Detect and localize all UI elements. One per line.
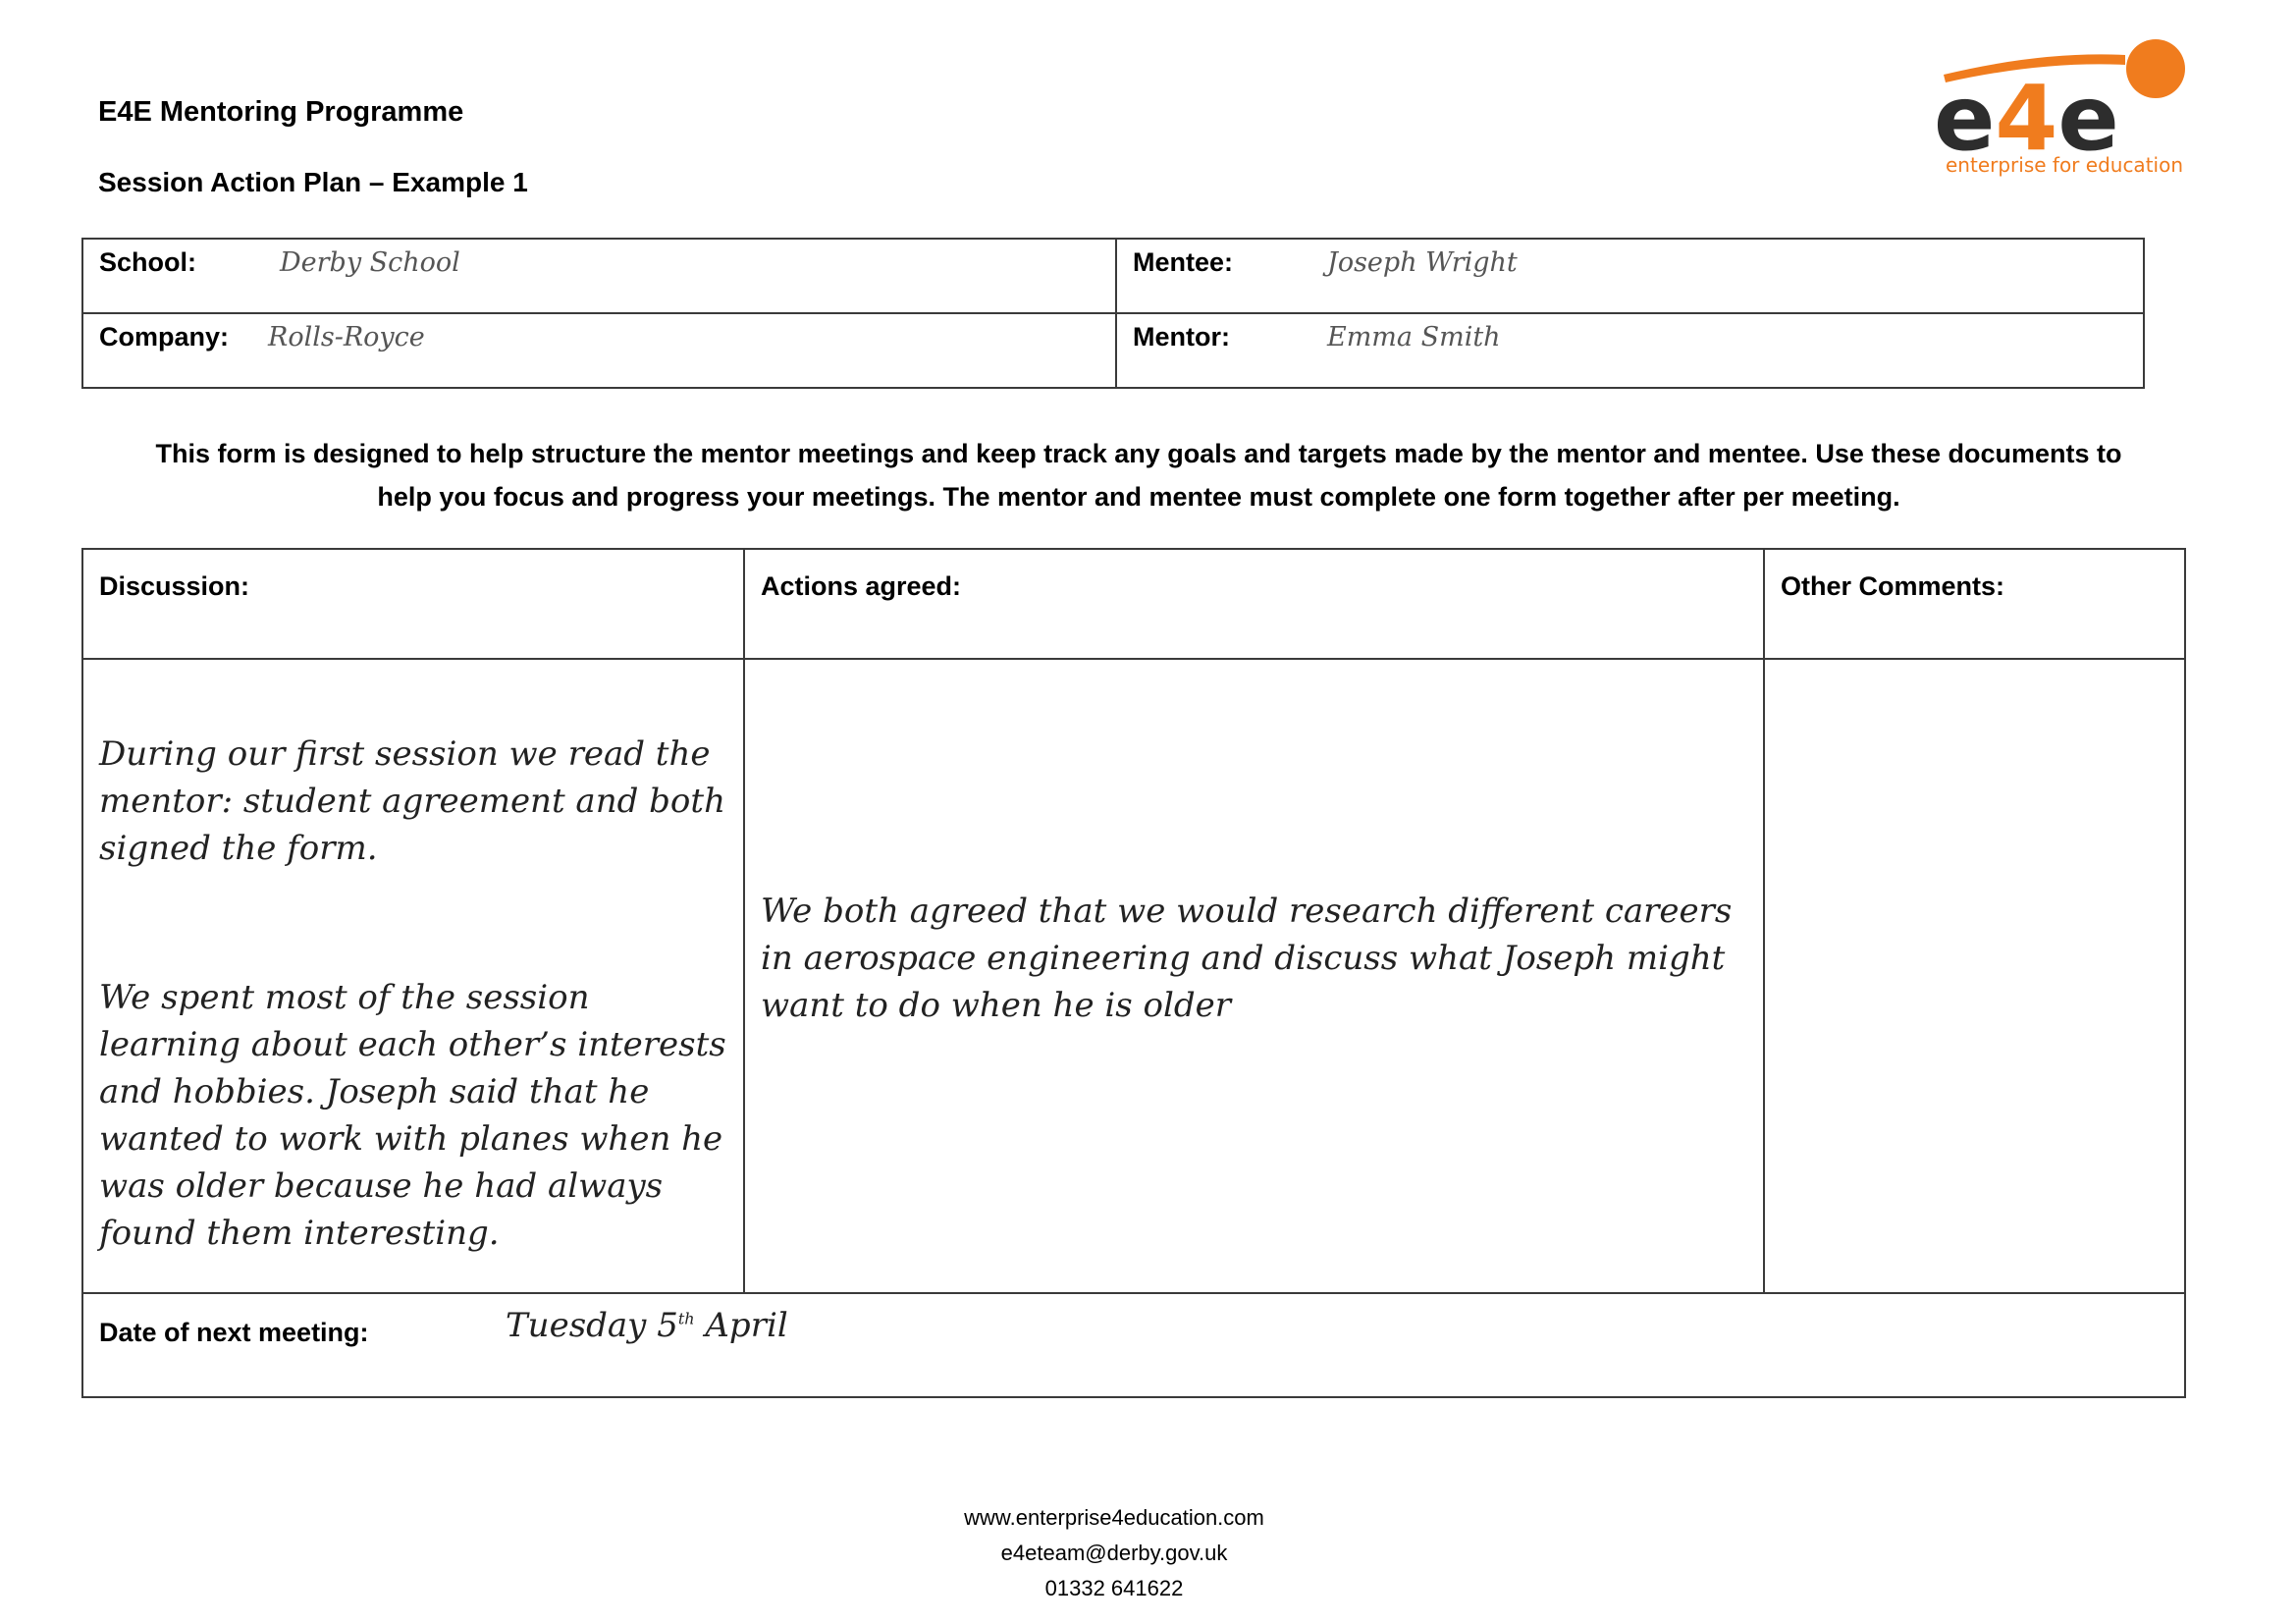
company-cell <box>82 313 1116 388</box>
discussion-header-cell <box>82 549 744 659</box>
mentee-cell <box>1116 239 2144 313</box>
logo-graphic <box>1924 33 2189 156</box>
discussion-cell <box>82 659 744 1293</box>
mentee-value: Joseph Wright <box>1327 247 1518 278</box>
school-label: School: <box>99 247 196 277</box>
next-meeting-label: Date of next meeting: <box>99 1318 369 1347</box>
discussion-paragraph-1: During our first session we read the mentor: student agreement and both signed the form. <box>99 734 725 868</box>
footer-website[interactable]: www.enterprise4education.com <box>964 1505 1264 1530</box>
footer <box>0 1500 2228 1606</box>
mentor-cell <box>1116 313 2144 388</box>
discussion-paragraph-2: We spent most of the session learning about each other’s interests and hobbies. Joseph said that he wanted to work with planes when he was older because he had always found them interesting. <box>99 978 726 1253</box>
mentor-value: Emma Smith <box>1327 322 1501 352</box>
school-cell <box>82 239 1116 313</box>
comments-cell <box>1764 659 2185 1293</box>
mentor-label: Mentor: <box>1133 322 1230 352</box>
comments-header: Other Comments: <box>1781 571 2005 601</box>
next-meeting-date <box>506 1306 788 1345</box>
school-value: Derby School <box>280 247 460 278</box>
info-table <box>81 238 2145 389</box>
date-day: Tuesday 5 <box>506 1306 678 1345</box>
intro-text <box>98 432 2179 518</box>
intro-line-2: help you focus and progress your meetings. The mentor and mentee must complete one form together after per meeting. <box>377 482 1900 512</box>
footer-email[interactable]: e4eteam@derby.gov.uk <box>1000 1541 1228 1565</box>
plan-title: Session Action Plan – Example 1 <box>98 167 528 197</box>
e4e-logo <box>1924 33 2189 190</box>
session-table <box>81 548 2186 1398</box>
discussion-header: Discussion: <box>99 571 250 601</box>
company-value: Rolls-Royce <box>268 322 425 352</box>
actions-text: We both agreed that we would research different careers in aerospace engineering and discuss what Joseph might want to do when he is older <box>761 892 1733 1025</box>
logo-tagline: enterprise for education <box>1946 153 2184 177</box>
intro-line-1: This form is designed to help structure the mentor meetings and keep track any goals and targets made by the mentor and mentee. Use these documents to <box>155 439 2122 468</box>
logo-wordmark: e4e <box>1934 66 2119 156</box>
next-meeting-cell <box>82 1293 2185 1397</box>
date-suffix: th <box>677 1309 695 1328</box>
actions-header-cell <box>744 549 1764 659</box>
comments-header-cell <box>1764 549 2185 659</box>
logo-circle <box>2126 39 2185 98</box>
programme-title: E4E Mentoring Programme <box>98 96 464 128</box>
mentee-label: Mentee: <box>1133 247 1234 277</box>
company-label: Company: <box>99 322 230 352</box>
actions-header: Actions agreed: <box>761 571 962 601</box>
actions-cell <box>744 659 1764 1293</box>
footer-phone: 01332 641622 <box>1044 1576 1184 1600</box>
date-month: April <box>705 1306 788 1345</box>
